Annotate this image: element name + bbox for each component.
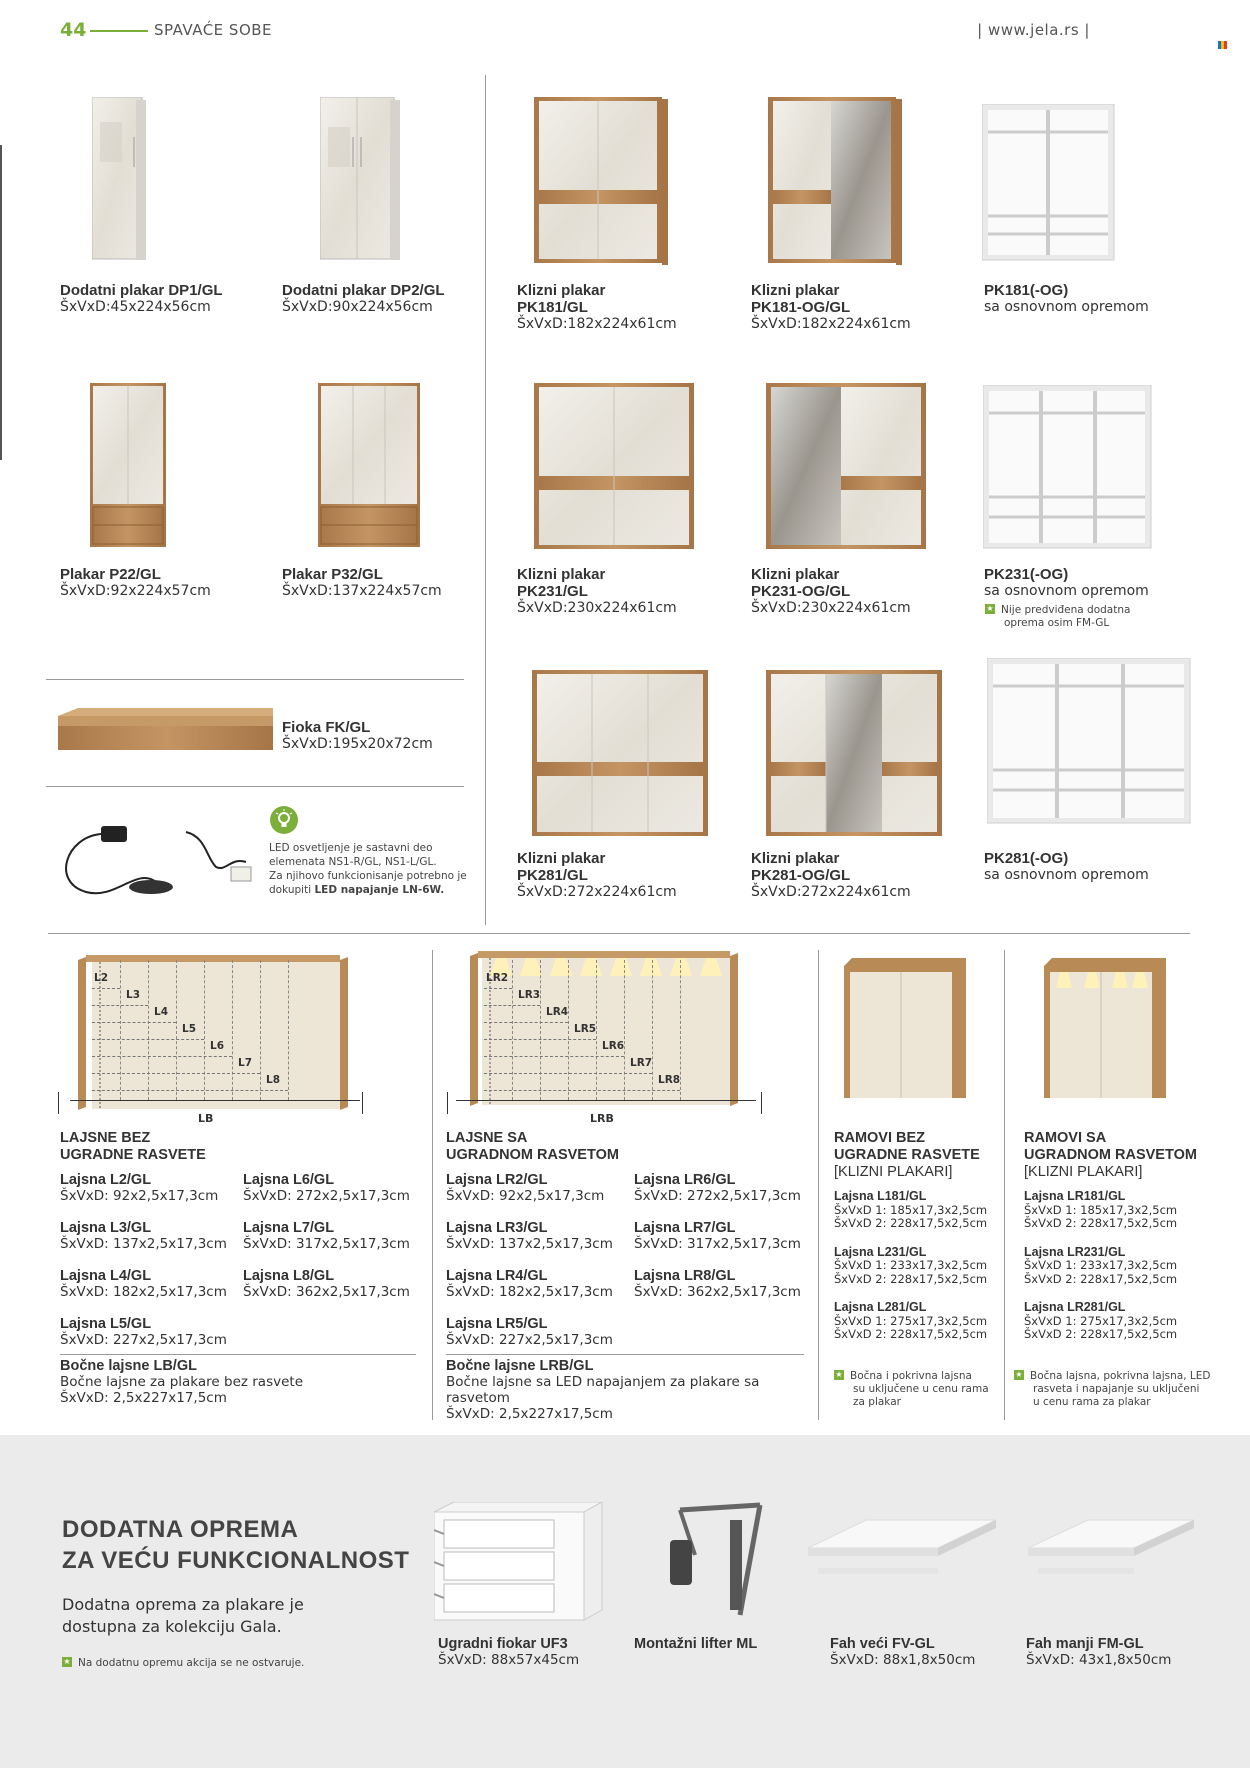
trim-steps: [92, 960, 342, 1105]
product-pk281-interior: [984, 850, 1149, 884]
wardrobe-pk231-interior-icon: [983, 385, 1153, 550]
trim-step-line: [92, 988, 120, 989]
product-code: PK181/GL: [517, 299, 588, 316]
trim-step-line: [92, 1039, 204, 1040]
product-dims: ŠxVxD:272x224x61cm: [751, 884, 911, 900]
product-code: PK281-OG/GL: [751, 867, 851, 884]
dimension-tick: [447, 1092, 448, 1114]
trim-step-label: LR5: [574, 1023, 597, 1035]
sliding-wardrobe-mirror-icon: [768, 97, 903, 267]
trim-step-label: LR7: [630, 1057, 653, 1069]
trim-step-line: [484, 1005, 540, 1006]
wardrobe-lift-icon: [660, 1500, 780, 1625]
product-name: Klizni plakar: [517, 850, 606, 867]
product-name: PK231(-OG): [984, 566, 1069, 583]
frame-with-lighting-icon: [1044, 958, 1174, 1103]
product-name: Klizni plakar: [751, 850, 840, 867]
divider: [46, 786, 464, 787]
product-dims: ŠxVxD:90x224x56cm: [282, 299, 433, 315]
star-icon: ★: [835, 1370, 843, 1379]
section-lajsne-sa: LAJSNE SA UGRADNOM RASVETOM: [446, 1130, 619, 1163]
star-icon: ★: [1015, 1370, 1023, 1379]
product-code: PK281/GL: [517, 867, 588, 884]
wardrobe-p22-icon: [90, 383, 170, 548]
product-name: PK281(-OG): [984, 850, 1069, 867]
diagram-label-lrb: LRB: [590, 1112, 614, 1125]
sliding-wardrobe-icon: [534, 97, 669, 267]
trim-step-line: [484, 1090, 680, 1091]
product-name: Plakar P22/GL: [60, 566, 161, 583]
trim-step-divider: [120, 960, 121, 1100]
product-name: Fioka FK/GL: [282, 719, 371, 736]
product-dims: ŠxVxD:230x224x61cm: [517, 600, 677, 616]
column-divider: [432, 950, 433, 1420]
product-code: PK231/GL: [517, 583, 588, 600]
trim-step-divider: [680, 960, 681, 1100]
product-pk231-interior: [984, 566, 1149, 600]
trim-step-label: LR8: [658, 1074, 681, 1086]
product-name: Dodatni plakar DP1/GL: [60, 282, 223, 299]
equipment-ml: Montažni lifter ML: [634, 1636, 758, 1652]
trim-step-label: LR3: [518, 989, 541, 1001]
trim-step-line: [484, 1073, 652, 1074]
trim-step-divider: [596, 960, 597, 1100]
lightbulb-icon: [270, 806, 298, 834]
product-pk181: [517, 282, 677, 333]
wardrobe-two-door-icon: [320, 97, 400, 262]
bocne-lajsne-lrb: Bočne lajsne LRB/GL Bočne lajsne sa LED napajanjem za plakare sa rasvetom ŠxVxD: 2,5x227x17,5cm: [446, 1358, 760, 1422]
trim-step-divider: [540, 960, 541, 1100]
trim-step-label: L6: [210, 1040, 224, 1052]
additional-equipment-note: ★ Na dodatnu opremu akcija se ne ostvaruje.: [63, 1657, 305, 1669]
sliding-wardrobe-pk281-icon: [532, 670, 712, 840]
section-lajsne-bez: LAJSNE BEZ UGRADNE RASVETE: [60, 1130, 206, 1163]
star-icon: ★: [986, 604, 994, 613]
trim-step-label: L7: [238, 1057, 252, 1069]
trim-step-line: [92, 1090, 288, 1091]
product-name: Dodatni plakar DP2/GL: [282, 282, 445, 299]
additional-equipment-title: DODATNA OPREMA ZA VEĆU FUNKCIONALNOST: [62, 1516, 410, 1574]
product-name: Klizni plakar: [517, 282, 606, 299]
led-note: LED osvetljenje je sastavni deo elemenata NS1-R/GL, NS1-L/GL. Za njihovo funkcionisanje potrebno je dokupiti LED napajanje LN-6W.: [269, 842, 467, 896]
product-dims: ŠxVxD:272x224x61cm: [517, 884, 677, 900]
column-divider: [818, 950, 819, 1420]
ramovi-sa-note: ★ Bočna lajsna, pokrivna lajsna, LED rasveta i napajanje su uključeni u cenu rama za plakar: [1015, 1370, 1211, 1408]
pk231-note: ★ Nije predviđena dodatna oprema osim FM-GL: [986, 604, 1131, 629]
trim-step-label: L4: [154, 1006, 168, 1018]
lajsne-bez-left: Lajsna L2/GL ŠxVxD: 92x2,5x17,3cm Lajsna L3/GL ŠxVxD: 137x2,5x17,3cm Lajsna L4/GL ŠxVxD: 182x2,5x17,3cm Lajsna L5/GL ŠxVxD: 227x2,5x17,3cm: [60, 1172, 227, 1348]
product-name: Klizni plakar: [751, 566, 840, 583]
trim-step-divider: [288, 960, 289, 1100]
additional-equipment-text: Dodatna oprema za plakare je dostupna za kolekciju Gala.: [62, 1595, 304, 1636]
ramovi-bez-list: Lajsna L181/GL ŠxVxD 1: 185x17,3x2,5cm ŠxVxD 2: 228x17,5x2,5cm Lajsna L231/GL ŠxVxD 1: 233x17,3x2,5cm ŠxVxD 2: 228x17,5x2,5cm Lajsna L281/GL ŠxVxD 1: 275x17,3x2,5cm ŠxVxD 2: 228x17,5x2,5cm: [834, 1189, 988, 1341]
product-name: Klizni plakar: [517, 566, 606, 583]
product-dp2: [282, 282, 445, 316]
trim-step-label: LR6: [602, 1040, 625, 1052]
ramovi-sa-list: Lajsna LR181/GL ŠxVxD 1: 185x17,3x2,5cm ŠxVxD 2: 228x17,5x2,5cm Lajsna LR231/GL ŠxVxD 1: 233x17,3x2,5cm ŠxVxD 2: 228x17,5x2,5cm Lajsna LR281/GL ŠxVxD 1: 275x17,3x2,5cm ŠxVxD 2: 228x17,5x2,5cm: [1024, 1189, 1178, 1341]
trim-step-label: LR4: [546, 1006, 569, 1018]
section-title: SPAVAĆE SOBE: [154, 21, 273, 39]
large-shelf-icon: [808, 1518, 998, 1588]
drawer-unit-icon: [434, 1502, 604, 1622]
dimension-tick: [761, 1092, 762, 1114]
product-dims: ŠxVxD:182x224x61cm: [517, 316, 677, 332]
product-subtitle: sa osnovnom opremom: [984, 583, 1149, 599]
product-pk231: [517, 566, 677, 617]
product-name: PK181(-OG): [984, 282, 1069, 299]
product-dims: ŠxVxD:230x224x61cm: [751, 600, 911, 616]
trim-step-label: L5: [182, 1023, 196, 1035]
product-p32: [282, 566, 442, 600]
trim-step-divider: [204, 960, 205, 1100]
trim-step-label: L8: [266, 1074, 280, 1086]
ramovi-bez-note: ★ Bočna i pokrivna lajsna su uključene u cenu rama za plakar: [835, 1370, 989, 1408]
product-code: PK181-OG/GL: [751, 299, 851, 316]
page-edge-marker: [0, 145, 2, 460]
dimension-tick: [58, 1092, 59, 1114]
product-pk231-og: [751, 566, 911, 617]
lajsne-bez-right: Lajsna L6/GL ŠxVxD: 272x2,5x17,3cm Lajsna L7/GL ŠxVxD: 317x2,5x17,3cm Lajsna L8/GL ŠxVxD: 362x2,5x17,3cm: [243, 1172, 410, 1300]
trim-step-divider: [568, 960, 569, 1100]
product-subtitle: sa osnovnom opremom: [984, 299, 1149, 315]
website-link[interactable]: | www.jela.rs |: [977, 21, 1090, 39]
page-number: 44: [60, 19, 87, 41]
wardrobe-p32-icon: [318, 383, 423, 548]
product-dims: ŠxVxD:92x224x57cm: [60, 583, 211, 599]
product-fioka: [282, 719, 433, 753]
product-dims: ŠxVxD:195x20x72cm: [282, 736, 433, 752]
product-pk281: [517, 850, 677, 901]
sliding-wardrobe-pk231-icon: [534, 383, 699, 553]
wardrobe-interior-icon: [982, 104, 1117, 262]
trim-step-divider: [232, 960, 233, 1100]
trim-step-divider: [512, 960, 513, 1100]
divider: [446, 1354, 804, 1355]
trim-step-line: [92, 1056, 232, 1057]
column-divider: [485, 75, 486, 925]
equipment-fv: Fah veći FV-GL ŠxVxD: 88x1,8x50cm: [830, 1636, 976, 1668]
flag-icon: [1218, 34, 1227, 42]
product-dims: ŠxVxD:137x224x57cm: [282, 583, 442, 599]
product-subtitle: sa osnovnom opremom: [984, 867, 1149, 883]
product-dp1: [60, 282, 223, 316]
product-p22: [60, 566, 211, 600]
product-name: Plakar P32/GL: [282, 566, 383, 583]
trim-step-divider: [624, 960, 625, 1100]
sliding-wardrobe-pk231-og-icon: [766, 383, 931, 553]
trim-step-line: [92, 1005, 148, 1006]
led-power-adapter-icon: [56, 812, 256, 907]
section-ramovi-bez: RAMOVI BEZ UGRADNE RASVETE [KLIZNI PLAKARI]: [834, 1130, 980, 1180]
star-icon: ★: [63, 1657, 71, 1666]
product-dims: ŠxVxD:45x224x56cm: [60, 299, 211, 315]
trim-step-line: [484, 1039, 596, 1040]
dimension-tick: [362, 1092, 363, 1114]
bocne-lajsne-lb: Bočne lajsne LB/GL Bočne lajsne za plakare bez rasvete ŠxVxD: 2,5x227x17,5cm: [60, 1358, 304, 1406]
product-name: Klizni plakar: [751, 282, 840, 299]
diagram-label-lb: LB: [198, 1112, 214, 1125]
trim-step-divider: [148, 960, 149, 1100]
column-divider: [1004, 950, 1005, 1420]
lajsne-sa-left: Lajsna LR2/GL ŠxVxD: 92x2,5x17,3cm Lajsna LR3/GL ŠxVxD: 137x2,5x17,3cm Lajsna LR4/GL ŠxVxD: 182x2,5x17,3cm Lajsna LR5/GL ŠxVxD: 227x2,5x17,3cm: [446, 1172, 613, 1348]
wardrobe-narrow-icon: [92, 97, 148, 262]
section-ramovi-sa: RAMOVI SA UGRADNOM RASVETOM [KLIZNI PLAKARI]: [1024, 1130, 1197, 1180]
trim-step-label: L3: [126, 989, 140, 1001]
product-code: PK231-OG/GL: [751, 583, 851, 600]
trim-step-divider: [652, 960, 653, 1100]
frame-without-lighting-icon: [844, 958, 974, 1103]
trim-step-label: LR2: [486, 972, 509, 984]
lajsne-sa-right: Lajsna LR6/GL ŠxVxD: 272x2,5x17,3cm Lajsna LR7/GL ŠxVxD: 317x2,5x17,3cm Lajsna LR8/GL ŠxVxD: 362x2,5x17,3cm: [634, 1172, 801, 1300]
small-shelf-icon: [1028, 1518, 1198, 1588]
wardrobe-pk281-interior-icon: [987, 658, 1192, 826]
product-pk181-interior: [984, 282, 1149, 316]
trim-step-label: L2: [94, 972, 108, 984]
trim-steps: [484, 960, 734, 1105]
drawer-icon: [58, 706, 278, 756]
trim-step-divider: [176, 960, 177, 1100]
equipment-fm: Fah manji FM-GL ŠxVxD: 43x1,8x50cm: [1026, 1636, 1172, 1668]
trim-step-line: [92, 1022, 176, 1023]
product-dims: ŠxVxD:182x224x61cm: [751, 316, 911, 332]
trim-step-divider: [260, 960, 261, 1100]
trim-step-line: [484, 1056, 624, 1057]
divider: [48, 933, 1190, 934]
header-divider: [90, 30, 148, 32]
equipment-uf3: Ugradni fiokar UF3 ŠxVxD: 88x57x45cm: [438, 1636, 580, 1668]
product-pk181-og: [751, 282, 911, 333]
divider: [60, 1354, 416, 1355]
trim-step-line: [484, 1022, 568, 1023]
sliding-wardrobe-pk281-og-icon: [766, 670, 946, 840]
trim-step-line: [92, 1073, 260, 1074]
divider: [46, 679, 464, 680]
trim-step-line: [484, 988, 512, 989]
product-pk281-og: [751, 850, 911, 901]
